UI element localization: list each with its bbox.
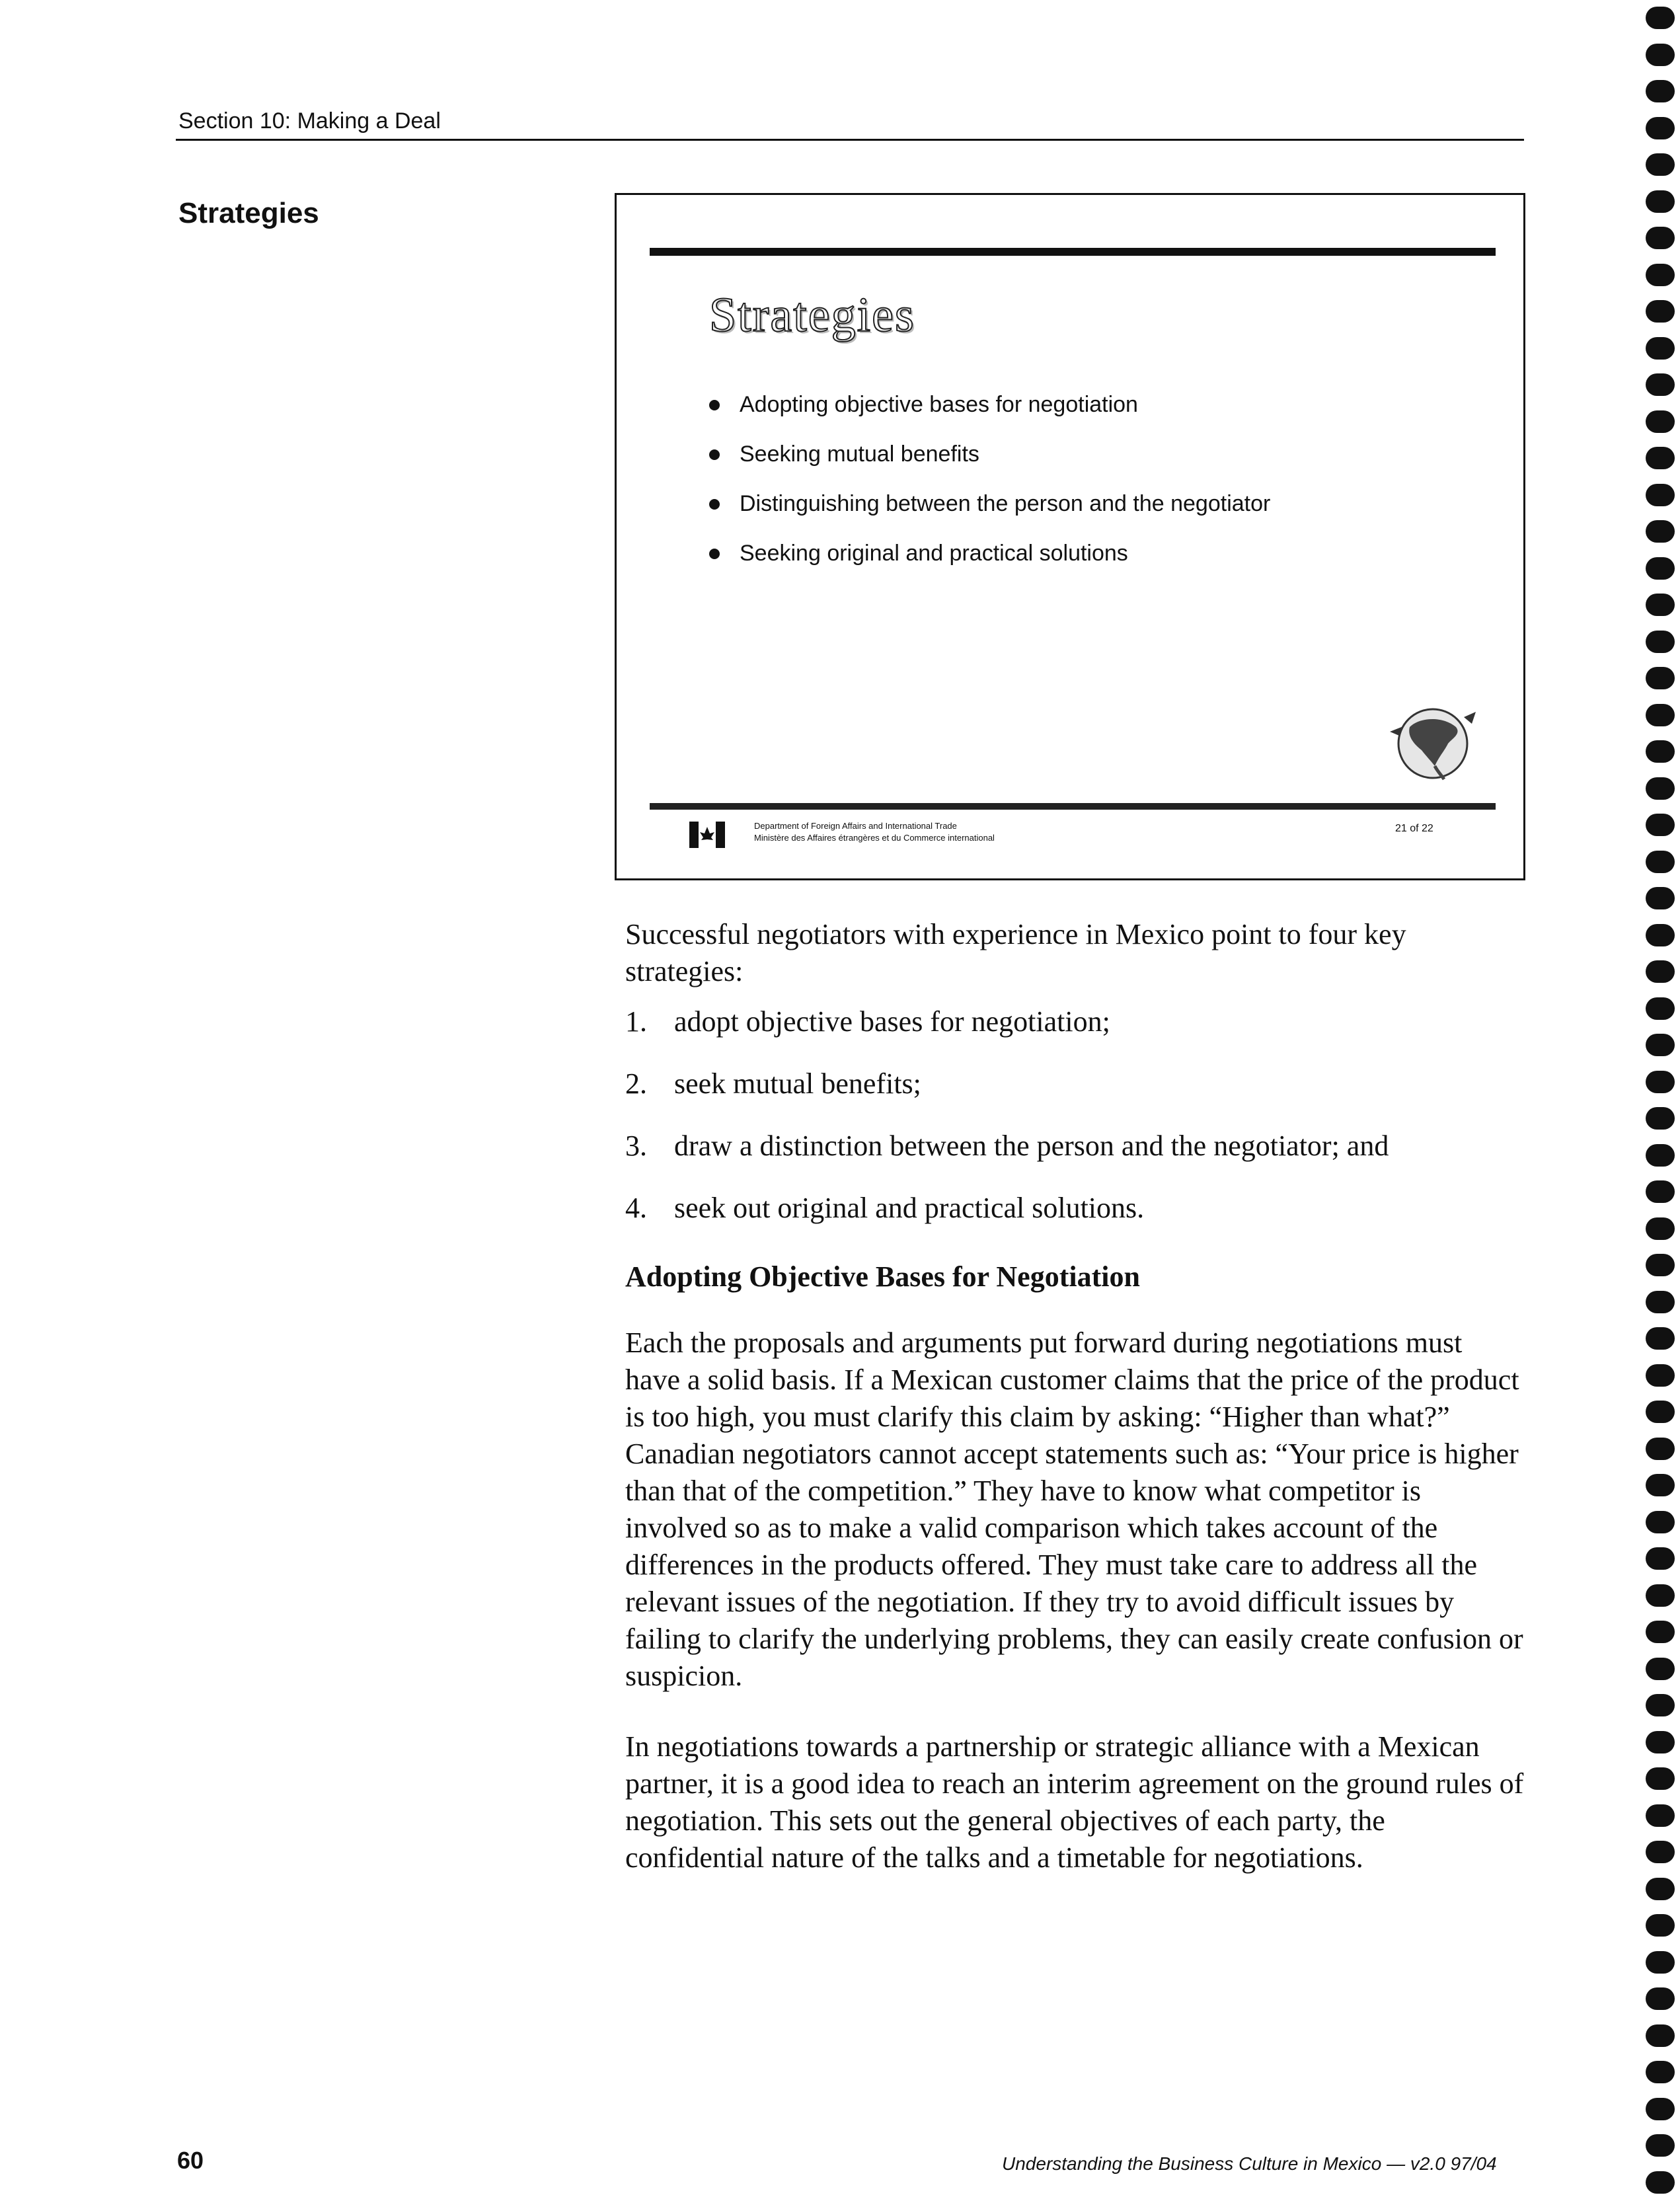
binding-hole-icon xyxy=(1646,227,1675,249)
list-item: 2. seek mutual benefits; xyxy=(625,1067,921,1100)
binding-hole-icon xyxy=(1646,777,1675,800)
binding-hole-icon xyxy=(1646,44,1675,66)
binding-hole-icon xyxy=(1646,80,1675,102)
binding-hole-icon xyxy=(1646,484,1675,506)
list-item: 1. adopt objective bases for negotiation; xyxy=(625,1005,1110,1038)
slide-bullet-list xyxy=(709,380,1270,578)
binding-hole-icon xyxy=(1646,1878,1675,1900)
binding-hole-icon xyxy=(1646,1401,1675,1423)
globe-north-america-icon xyxy=(1383,697,1482,790)
binding-hole-icon xyxy=(1646,667,1675,689)
binding-hole-icon xyxy=(1646,1987,1675,2010)
binding-hole-icon xyxy=(1646,1731,1675,1753)
binding-hole-icon xyxy=(1646,1107,1675,1130)
binding-hole-icon xyxy=(1646,373,1675,396)
slide-bullet: Seeking original and practical solutions xyxy=(709,529,1270,578)
list-item: 4. seek out original and practical solutions. xyxy=(625,1192,1145,1224)
slide-page-number: 21 of 22 xyxy=(1395,823,1433,834)
binding-hole-icon xyxy=(1646,851,1675,873)
binding-hole-icon xyxy=(1646,447,1675,469)
slide-bottom-bar xyxy=(650,803,1496,810)
binding-hole-icon xyxy=(1646,300,1675,323)
binding-hole-icon xyxy=(1646,1621,1675,1643)
binding-hole-icon xyxy=(1646,1180,1675,1203)
page-number: 60 xyxy=(177,2147,204,2174)
list-item: 3. draw a distinction between the person and the negotiator; and xyxy=(625,1130,1389,1162)
section-header: Section 10: Making a Deal xyxy=(178,108,441,134)
binding-hole-icon xyxy=(1646,1071,1675,1093)
binding-hole-icon xyxy=(1646,520,1675,543)
bullet-icon xyxy=(709,400,720,410)
binding-hole-icon xyxy=(1646,153,1675,176)
bullet-icon xyxy=(709,549,720,559)
binding-hole-icon xyxy=(1646,1767,1675,1790)
binding-hole-icon xyxy=(1646,1034,1675,1056)
binding-hole-icon xyxy=(1646,410,1675,433)
binding-hole-icon xyxy=(1646,1658,1675,1680)
footer-title: Understanding the Business Culture in Mexico — v2.0 97/04 xyxy=(1002,2153,1497,2174)
binding-hole-icon xyxy=(1646,337,1675,360)
slide-bullet: Distinguishing between the person and the negotiator xyxy=(709,479,1270,529)
binding-hole-icon xyxy=(1646,1584,1675,1607)
binding-hole-icon xyxy=(1646,1694,1675,1716)
binding-hole-icon xyxy=(1646,631,1675,653)
binding-hole-icon xyxy=(1646,2098,1675,2120)
binding-hole-icon xyxy=(1646,2134,1675,2157)
binding-hole-icon xyxy=(1646,1217,1675,1240)
binding-hole-icon xyxy=(1646,1804,1675,1827)
binding-hole-icon xyxy=(1646,1144,1675,1167)
binding-hole-icon xyxy=(1646,997,1675,1020)
binding-hole-icon xyxy=(1646,1254,1675,1276)
binding-hole-icon xyxy=(1646,190,1675,213)
slide-top-bar xyxy=(650,248,1496,256)
binding-hole-icon xyxy=(1646,1327,1675,1350)
binding-hole-icon xyxy=(1646,264,1675,286)
strategy-list xyxy=(625,1003,1389,1252)
binding-hole-icon xyxy=(1646,7,1675,29)
binding-hole-icon xyxy=(1646,814,1675,836)
binding-hole-icon xyxy=(1646,1914,1675,1937)
binding-hole-icon xyxy=(1646,1511,1675,1533)
canada-flag-icon xyxy=(689,822,725,848)
binding-hole-icon xyxy=(1646,887,1675,909)
bullet-icon xyxy=(709,499,720,510)
binding-hole-icon xyxy=(1646,2024,1675,2047)
binding-hole-icon xyxy=(1646,1951,1675,1974)
bullet-icon xyxy=(709,449,720,460)
binding-hole-icon xyxy=(1646,1438,1675,1460)
intro-paragraph: Successful negotiators with experience in Mexico point to four key strategies: xyxy=(625,918,1406,987)
binding-strip xyxy=(1638,0,1680,2195)
binding-hole-icon xyxy=(1646,1291,1675,1313)
header-rule xyxy=(176,139,1524,141)
slide-frame xyxy=(615,193,1525,880)
binding-hole-icon xyxy=(1646,1547,1675,1570)
binding-hole-icon xyxy=(1646,117,1675,139)
binding-hole-icon xyxy=(1646,924,1675,946)
binding-hole-icon xyxy=(1646,2171,1675,2194)
body-paragraph: Each the proposals and arguments put forward during negotiations must have a solid basis. If a Mexican customer claims that the price of the product is too high, you must clarify this claim by asking: “Higher than what?” Canadian negotiators cannot accept statements such as: “Your price is higher than that of the competition.” They have to know what competitor is involved so as to make a valid comparison which takes account of the differences in the products offered. They must take care to address all the relevant issues of the negotiation. If they try to avoid difficult issues by failing to clarify the underlying problems, they can easily create confusion or suspicion. xyxy=(625,1327,1523,1692)
body-paragraph: In negotiations towards a partnership or strategic alliance with a Mexican partner, it is a good idea to reach an interim agreement on the ground rules of negotiation. This sets out the general objectives of each party, the confidential nature of the talks and a timetable for negotiations. xyxy=(625,1730,1524,1874)
binding-hole-icon xyxy=(1646,1364,1675,1387)
slide-bullet: Adopting objective bases for negotiation xyxy=(709,380,1270,430)
binding-hole-icon xyxy=(1646,557,1675,580)
binding-hole-icon xyxy=(1646,2061,1675,2083)
binding-hole-icon xyxy=(1646,740,1675,763)
binding-hole-icon xyxy=(1646,594,1675,616)
binding-hole-icon xyxy=(1646,1474,1675,1496)
slide-title: Strategies xyxy=(709,288,915,342)
side-heading: Strategies xyxy=(178,197,319,229)
binding-hole-icon xyxy=(1646,704,1675,726)
slide-bullet: Seeking mutual benefits xyxy=(709,430,1270,479)
subheading: Adopting Objective Bases for Negotiation xyxy=(625,1260,1140,1293)
binding-hole-icon xyxy=(1646,960,1675,983)
binding-hole-icon xyxy=(1646,1841,1675,1863)
department-credit: Department of Foreign Affairs and International Trade Ministère des Affaires étrangères et du Commerce international xyxy=(754,821,995,843)
